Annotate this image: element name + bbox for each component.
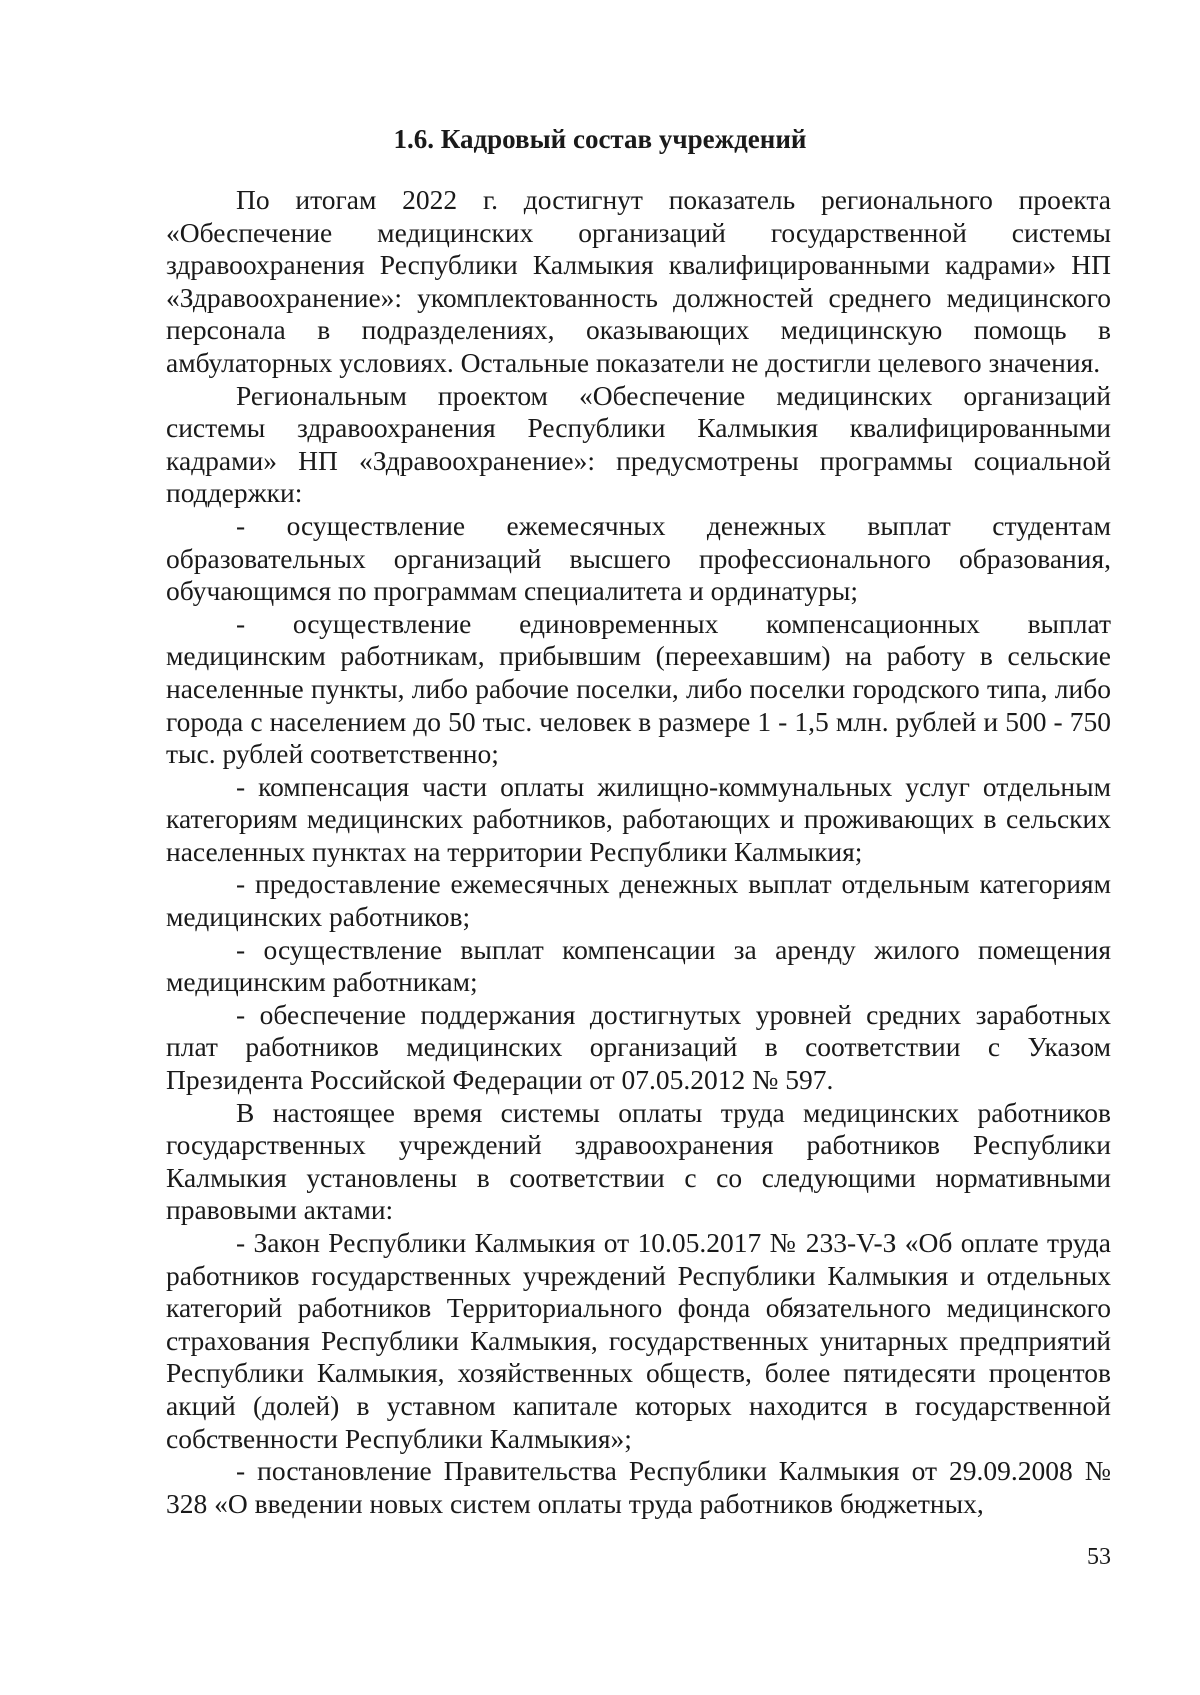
list-item-kalmykia-law: - Закон Республики Калмыкия от 10.05.2017 № 233-V-З «Об оплате труда работников государственных учреждений Республики Калмыкия и отдельных категорий работников Территориального фонда обязательного медицинского страхования Республики Калмыкия, государственных унитарных предприятий Республики Калмыкия, хозяйственных обществ, более пятидесяти процентов акций (долей) в уставном капитале которых находится в государственной собственности Республики Калмыкия»; — [166, 1227, 1111, 1454]
list-item-rent-compensation: - осуществление выплат компенсации за аренду жилого помещения медицинским работникам; — [166, 933, 1111, 998]
list-item-monthly-payments: - предоставление ежемесячных денежных выплат отдельным категориям медицинских работников; — [166, 868, 1111, 933]
list-item-utility-compensation: - компенсация части оплаты жилищно-коммунальных услуг отдельным категориям медицинских работников, работающих и проживающих в сельских населенных пунктах на территории Республики Калмыкия; — [166, 770, 1111, 867]
section-title: 1.6. Кадровый состав учреждений — [393, 124, 807, 154]
paragraph-regional-project: Региональным проектом «Обеспечение медицинских организаций системы здравоохранения Республики Калмыкия квалифицированными кадрами» НП «Здравоохранение»: предусмотрены программы социальной поддержки: — [166, 379, 1111, 509]
list-item-salary-levels: - обеспечение поддержания достигнутых уровней средних заработных плат работников медицинских организаций в соответствии с Указом Президента Российской Федерации от 07.05.2012 № 597. — [166, 998, 1111, 1096]
list-item-student-payments: - осуществление ежемесячных денежных выплат студентам образовательных организаций высшего профессионального образования, обучающимся по программам специалитета и ординатуры; — [166, 509, 1111, 607]
list-item-compensation-payments: - осуществление единовременных компенсационных выплат медицинским работникам, прибывшим (переехавшим) на работу в сельские населенные пункты, либо рабочие поселки, либо поселки городского типа, либо города с населением до 50 тыс. человек в размере 1 - 1,5 млн. рублей и 500 - 750 тыс. рублей соответственно; — [166, 607, 1111, 770]
paragraph-results-2022: По итогам 2022 г. достигнут показатель регионального проекта «Обеспечение медицинских организаций государственной системы здравоохранения Республики Калмыкия квалифицированными кадрами» НП «Здравоохранение»: укомплектованность должностей среднего медицинского персонала в подразделениях, оказывающих медицинскую помощь в амбулаторных условиях. Остальные показатели не достигли целевого значения. — [166, 184, 1111, 378]
page-number: 53 — [1087, 1544, 1111, 1570]
document-body — [166, 184, 1111, 1520]
paragraph-payment-systems: В настоящее время системы оплаты труда медицинских работников государственных учреждений здравоохранения работников Республики Калмыкия установлены в соответствии с со следующими нормативными правовыми актами: — [166, 1096, 1111, 1226]
list-item-government-decree: - постановление Правительства Республики Калмыкия от 29.09.2008 № 328 «О введении новых систем оплаты труда работников бюджетных, — [166, 1455, 1111, 1519]
